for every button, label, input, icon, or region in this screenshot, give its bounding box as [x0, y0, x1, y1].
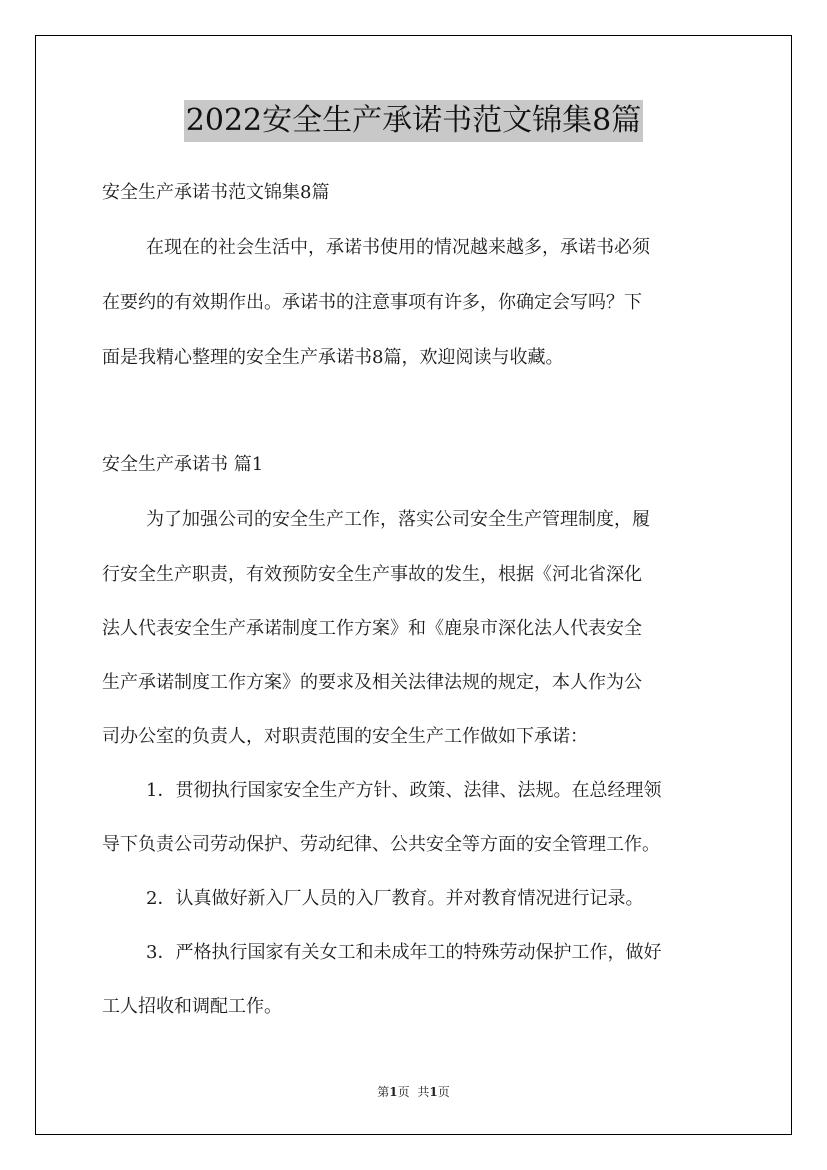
title-wrap: [0, 100, 827, 142]
body-paragraph-line: 行安全生产职责，有效预防安全生产事故的发生，根据《河北省深化: [102, 564, 642, 585]
footer-total-prefix: 共: [417, 1085, 430, 1099]
footer-page-suffix: 页: [397, 1085, 410, 1099]
body-paragraph-line: 法人代表安全生产承诺制度工作方案》和《鹿泉市深化法人代表安全: [102, 618, 642, 639]
intro-paragraph-line: 在现在的社会生活中，承诺书使用的情况越来越多，承诺书必须: [146, 237, 650, 258]
list-item-line: 1．贯彻执行国家安全生产方针、政策、法律、法规。在总经理领: [146, 780, 662, 801]
list-item-line: 工人招收和调配工作。: [102, 996, 282, 1017]
footer-total-suffix: 页: [437, 1085, 450, 1099]
document-title: 2022安全生产承诺书范文锦集8篇: [184, 100, 643, 142]
subtitle-line: 安全生产承诺书范文锦集8篇: [102, 182, 330, 203]
intro-paragraph-line: 面是我精心整理的安全生产承诺书8篇，欢迎阅读与收藏。: [102, 347, 564, 368]
intro-paragraph-line: 在要约的有效期作出。承诺书的注意事项有许多，你确定会写吗？下: [102, 292, 642, 313]
body-paragraph-line: 为了加强公司的安全生产工作，落实公司安全生产管理制度，履: [146, 509, 650, 530]
list-item-line: 导下负责公司劳动保护、劳动纪律、公共安全等方面的安全管理工作。: [102, 834, 660, 855]
page-footer: [0, 1084, 827, 1100]
list-item-line: 3．严格执行国家有关女工和未成年工的特殊劳动保护工作，做好: [146, 942, 662, 963]
body-paragraph-line: 生产承诺制度工作方案》的要求及相关法律法规的规定，本人作为公: [102, 672, 642, 693]
list-item-line: 2．认真做好新入厂人员的入厂教育。并对教育情况进行记录。: [146, 888, 644, 909]
footer-page-number: 1: [389, 1085, 398, 1099]
footer-total-number: 1: [429, 1085, 438, 1099]
body-paragraph-line: 司办公室的负责人，对职责范围的安全生产工作做如下承诺：: [102, 726, 588, 747]
section-heading: 安全生产承诺书 篇1: [102, 454, 264, 475]
footer-page-prefix: 第: [377, 1085, 390, 1099]
